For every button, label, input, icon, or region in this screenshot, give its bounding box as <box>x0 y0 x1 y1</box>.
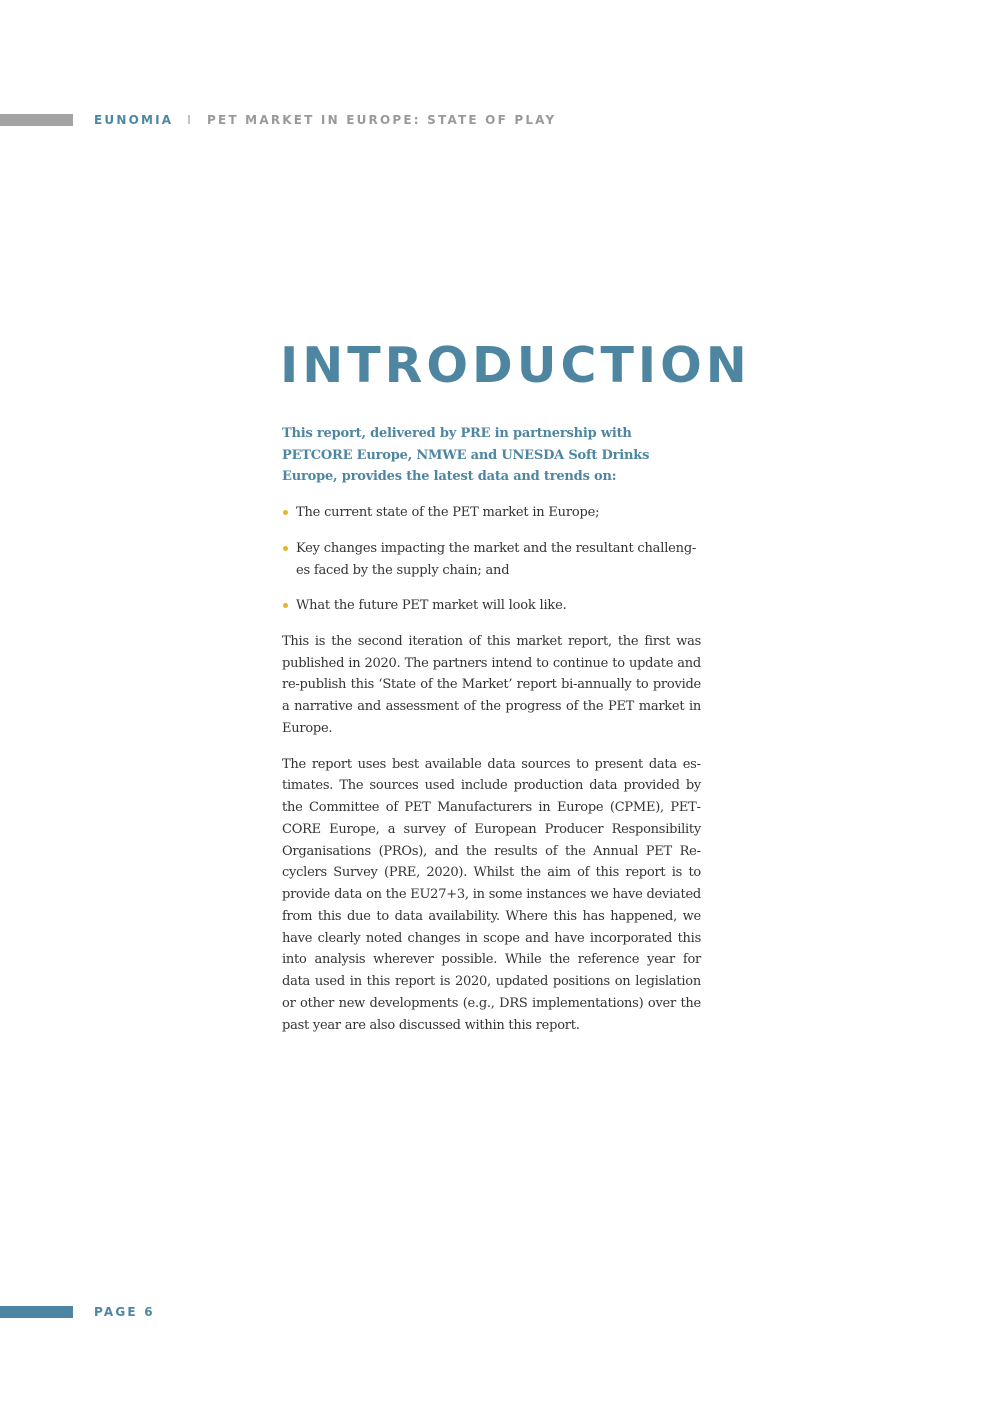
list-item-text: What the future PET market will look like. <box>296 598 567 614</box>
page-number: PAGE 6 <box>94 1305 155 1319</box>
header-document-title: PET MARKET IN EUROPE: STATE OF PLAY <box>207 113 557 127</box>
list-item <box>282 538 701 581</box>
list-item <box>282 502 701 524</box>
footer-accent-bar <box>0 1306 73 1318</box>
list-item-text: Key changes impacting the market and the resultant challenges faced by the supply chain; and <box>296 540 697 578</box>
running-header <box>94 113 556 127</box>
body-paragraph-data-sources: The report uses best available data sources to present data estimates. The sources used include production data provided by the Committee of PET Manufacturers in Europe (CPME), PETCORE Europe, a survey of European Producer Responsibility Organisations (PROs), and the results of the Annual PET Recyclers Survey (PRE, 2020). Whilst the aim of this report is to provide data on the EU27+3, in some instances we have deviated from this due to data availability. Where this has happened, we have clearly noted changes in scope and have incorporated this into analysis wherever possible. While the reference year for data used in this report is 2020, updated positions on legislation or other new developments (e.g., DRS implementations) over the past year are also discussed within this report. <box>282 756 701 1033</box>
page-title: INTRODUCTION <box>280 337 751 394</box>
header-accent-bar <box>0 114 73 126</box>
header-brand: EUNOMIA <box>94 113 174 127</box>
body-paragraph-iteration: This is the second iteration of this market report, the first was published in 2020. The partners intend to continue to update and re-publish this ‘State of the Market’ report bi-annually to provide a narrative and assessment of the progress of the PET market in Europe. <box>282 633 701 736</box>
list-item-text: The current state of the PET market in Europe; <box>296 505 600 521</box>
header-separator: I <box>187 113 194 127</box>
main-content <box>282 423 701 1050</box>
bullet-icon <box>283 603 288 608</box>
list-item <box>282 595 701 617</box>
bullet-list <box>282 502 701 617</box>
bullet-icon <box>283 546 288 551</box>
intro-paragraph: This report, delivered by PRE in partnership with PETCORE Europe, NMWE and UNESDA Soft Drinks Europe, provides the latest data and trends on: <box>282 426 650 485</box>
bullet-icon <box>283 510 288 515</box>
